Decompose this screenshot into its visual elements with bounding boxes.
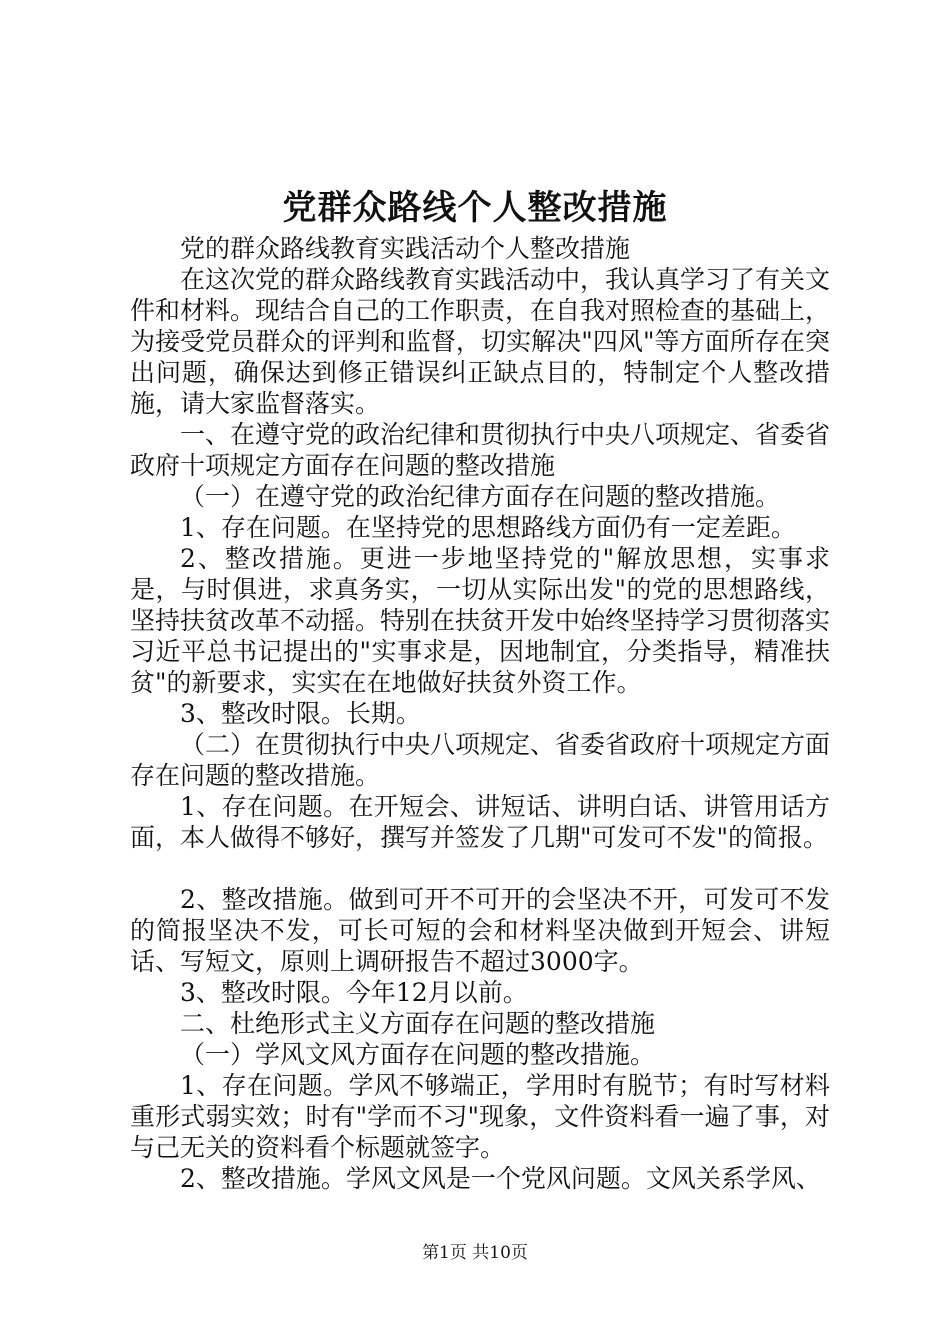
paragraph-1-1-measures: 2、整改措施。更进一步地坚持党的"解放思想，实事求是，与时俱进，求真务实，一切从实际出发"的党的思想路线，坚持扶贫改革不动摇。特别在扶贫开发中始终坚持学习贯彻落实习近平总书记提出的"实事求是，因地制宜，分类指导，精准扶贫"的新要求，实实在在地做好扶贫外资工作。 bbox=[130, 544, 831, 697]
document-body bbox=[130, 233, 830, 1194]
paragraph-gap bbox=[130, 853, 830, 884]
paragraph-section-1-heading: 一、在遵守党的政治纪律和贯彻执行中央八项规定、省委省政府十项规定方面存在问题的整改措施 bbox=[130, 420, 831, 480]
paragraph-subsection-1-1-heading: （一）在遵守党的政治纪律方面存在问题的整改措施。 bbox=[180, 482, 781, 511]
paragraph-1-2-problem: 1、存在问题。在开短会、讲短话、讲明白话、讲管用话方面，本人做得不够好，撰写并签发了几期"可发可不发"的简报。 bbox=[130, 792, 830, 852]
document-title: 党群众路线个人整改措施 bbox=[282, 188, 668, 228]
paragraph-subtitle: 党的群众路线教育实践活动个人整改措施 bbox=[180, 234, 631, 263]
paragraph-1-2-deadline: 3、整改时限。今年12月以前。 bbox=[180, 978, 528, 1007]
paragraph-2-1-problem: 1、存在问题。学风不够端正，学用时有脱节；有时写材料重形式弱实效；时有"学而不习"现象，文件资料看一遍了事，对与己无关的资料看个标题就签字。 bbox=[130, 1071, 830, 1162]
paragraph-1-1-problem: 1、存在问题。在坚持党的思想路线方面仍有一定差距。 bbox=[180, 513, 796, 542]
page-footer: 第1页 共10页 bbox=[422, 1243, 528, 1263]
paragraph-section-2-heading: 二、杜绝形式主义方面存在问题的整改措施 bbox=[180, 1009, 656, 1038]
paragraph-1-2-measures: 2、整改措施。做到可开不可开的会坚决不开，可发可不发的简报坚决不发，可长可短的会和材料坚决做到开短会、讲短话、写短文，原则上调研报告不超过3000字。 bbox=[130, 885, 830, 976]
paragraph-1-1-deadline: 3、整改时限。长期。 bbox=[180, 699, 421, 728]
paragraph-intro: 在这次党的群众路线教育实践活动中，我认真学习了有关文件和材料。现结合自己的工作职责，在自我对照检查的基础上，为接受党员群众的评判和监督，切实解决"四风"等方面所存在突出问题，确保达到修正错误纠正缺点目的，特制定个人整改措施，请大家监督落实。 bbox=[130, 265, 831, 418]
paragraph-subsection-2-1-heading: （一）学风文风方面存在问题的整改措施。 bbox=[180, 1040, 656, 1069]
paragraph-subsection-1-2-heading: （二）在贯彻执行中央八项规定、省委省政府十项规定方面存在问题的整改措施。 bbox=[130, 730, 831, 790]
paragraph-2-1-measures: 2、整改措施。学风文风是一个党风问题。文风关系学风、 bbox=[180, 1164, 821, 1193]
